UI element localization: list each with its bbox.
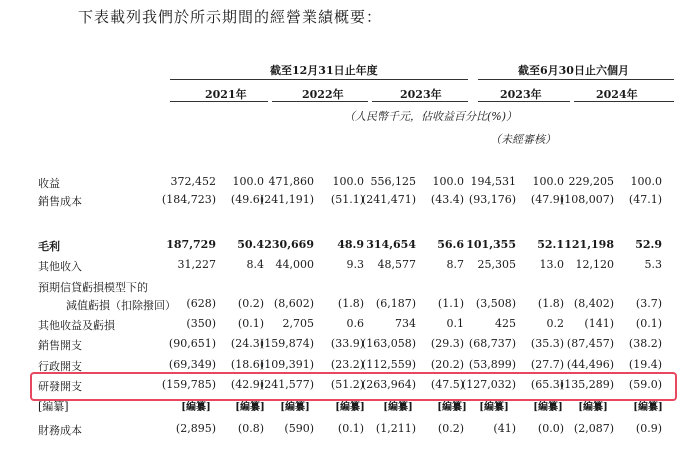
amount-cell: (241,191) bbox=[259, 193, 314, 206]
amount-cell: 194,531 bbox=[470, 175, 516, 188]
amount-cell: (127,032) bbox=[461, 378, 516, 391]
percent-cell: (0.2) bbox=[237, 297, 264, 310]
percent-cell: (23.2) bbox=[330, 358, 364, 371]
group-rule-year bbox=[170, 79, 468, 80]
percent-cell: (47.5) bbox=[430, 378, 464, 391]
amount-cell: (590) bbox=[284, 422, 314, 435]
group-header-six-months: 截至6月30日止六個月 bbox=[518, 64, 629, 77]
row-label: 其他收益及虧損 bbox=[38, 319, 115, 332]
row-label: [編纂] bbox=[38, 400, 69, 413]
row-label: 毛利 bbox=[38, 240, 60, 253]
year-header-2022: 2022年 bbox=[302, 88, 344, 101]
percent-cell: 52.9 bbox=[635, 238, 662, 251]
amount-cell: (1,211) bbox=[375, 422, 416, 435]
amount-cell: 425 bbox=[495, 317, 516, 330]
amount-cell: (44,496) bbox=[566, 358, 614, 371]
percent-cell: 100.0 bbox=[432, 175, 464, 188]
amount-cell: (628) bbox=[186, 297, 216, 310]
amount-cell: (159,785) bbox=[161, 378, 216, 391]
amount-cell: (2,895) bbox=[175, 422, 216, 435]
amount-cell: 121,198 bbox=[564, 238, 614, 251]
amount-cell: (141) bbox=[584, 317, 614, 330]
units-note: （人民幣千元，佔收益百分比(%)） bbox=[344, 110, 518, 123]
amount-cell: 372,452 bbox=[170, 175, 216, 188]
amount-cell: (41) bbox=[493, 422, 516, 435]
percent-cell: (20.2) bbox=[430, 358, 464, 371]
redacted-cell: [編纂] bbox=[578, 402, 608, 413]
percent-cell: (0.9) bbox=[635, 422, 662, 435]
percent-cell: (24.3) bbox=[230, 337, 264, 350]
percent-cell: (0.2) bbox=[437, 422, 464, 435]
percent-cell: (43.4) bbox=[430, 193, 464, 206]
percent-cell: (19.4) bbox=[628, 358, 662, 371]
amount-cell: (112,559) bbox=[361, 358, 416, 371]
percent-cell: 8.7 bbox=[446, 258, 464, 271]
percent-cell: (0.1) bbox=[635, 317, 662, 330]
percent-cell: 8.4 bbox=[246, 258, 264, 271]
amount-cell: 101,355 bbox=[466, 238, 516, 251]
percent-cell: (51.2) bbox=[330, 378, 364, 391]
amount-cell: 25,305 bbox=[477, 258, 516, 271]
percent-cell: 100.0 bbox=[532, 175, 564, 188]
amount-cell: (2,087) bbox=[573, 422, 614, 435]
year-header-2023: 2023年 bbox=[400, 88, 442, 101]
redacted-cell: [編纂] bbox=[479, 402, 509, 413]
amount-cell: (159,874) bbox=[259, 337, 314, 350]
amount-cell: (87,457) bbox=[566, 337, 614, 350]
amount-cell: (184,723) bbox=[161, 193, 216, 206]
percent-cell: (29.3) bbox=[430, 337, 464, 350]
percent-cell: (35.3) bbox=[530, 337, 564, 350]
redacted-cell: [編纂] bbox=[383, 402, 413, 413]
percent-cell: 100.0 bbox=[630, 175, 662, 188]
amount-cell: (3,508) bbox=[475, 297, 516, 310]
row-label: 研發開支 bbox=[38, 380, 82, 393]
amount-cell: 471,860 bbox=[268, 175, 314, 188]
redacted-cell: [編纂] bbox=[533, 402, 563, 413]
redacted-cell: [編纂] bbox=[235, 402, 265, 413]
percent-cell: (1.1) bbox=[437, 297, 464, 310]
amount-cell: (350) bbox=[186, 317, 216, 330]
row-label: 銷售開支 bbox=[38, 339, 82, 352]
percent-cell: (27.7) bbox=[530, 358, 564, 371]
percent-cell: 0.2 bbox=[546, 317, 564, 330]
percent-cell: 48.9 bbox=[337, 238, 364, 251]
percent-cell: (49.6) bbox=[230, 193, 264, 206]
amount-cell: 314,654 bbox=[366, 238, 416, 251]
row-label: 減值虧損（扣除撥回） bbox=[66, 299, 176, 312]
amount-cell: 187,729 bbox=[166, 238, 216, 251]
redacted-cell: [編纂] bbox=[335, 402, 365, 413]
percent-cell: (0.1) bbox=[237, 317, 264, 330]
percent-cell: (0.0) bbox=[537, 422, 564, 435]
percent-cell: 9.3 bbox=[346, 258, 364, 271]
percent-cell: (33.9) bbox=[330, 337, 364, 350]
amount-cell: 12,120 bbox=[575, 258, 614, 271]
amount-cell: (109,391) bbox=[259, 358, 314, 371]
amount-cell: (8,402) bbox=[573, 297, 614, 310]
row-label: 預期信貸虧損模型下的 bbox=[38, 281, 148, 294]
percent-cell: 100.0 bbox=[332, 175, 364, 188]
amount-cell: 230,669 bbox=[264, 238, 314, 251]
amount-cell: 229,205 bbox=[568, 175, 614, 188]
amount-cell: 48,577 bbox=[377, 258, 416, 271]
year-header-2024-h1: 2024年 bbox=[596, 88, 638, 101]
percent-cell: (65.3) bbox=[530, 378, 564, 391]
percent-cell: (42.9) bbox=[230, 378, 264, 391]
percent-cell: (38.2) bbox=[628, 337, 662, 350]
percent-cell: 100.0 bbox=[232, 175, 264, 188]
percent-cell: (47.1) bbox=[628, 193, 662, 206]
amount-cell: (53,899) bbox=[468, 358, 516, 371]
redacted-cell: [編纂] bbox=[437, 402, 467, 413]
redacted-cell: [編纂] bbox=[181, 402, 211, 413]
row-label: 銷售成本 bbox=[38, 195, 82, 208]
percent-cell: 52.1 bbox=[537, 238, 564, 251]
amount-cell: 2,705 bbox=[282, 317, 314, 330]
group-header-year: 截至12月31日止年度 bbox=[270, 64, 378, 77]
percent-cell: (47.9) bbox=[530, 193, 564, 206]
amount-cell: (93,176) bbox=[468, 193, 516, 206]
amount-cell: (6,187) bbox=[375, 297, 416, 310]
amount-cell: 44,000 bbox=[275, 258, 314, 271]
row-label: 財務成本 bbox=[38, 424, 82, 437]
percent-cell: (0.1) bbox=[337, 422, 364, 435]
amount-cell: (241,471) bbox=[361, 193, 416, 206]
percent-cell: 50.4 bbox=[237, 238, 264, 251]
percent-cell: (51.1) bbox=[330, 193, 364, 206]
unaudited-note: （未經審核） bbox=[490, 133, 556, 146]
amount-cell: 556,125 bbox=[370, 175, 416, 188]
redacted-cell: [編纂] bbox=[633, 402, 663, 413]
amount-cell: (68,737) bbox=[468, 337, 516, 350]
percent-cell: 56.6 bbox=[437, 238, 464, 251]
percent-cell: 0.1 bbox=[446, 317, 464, 330]
row-label: 其他收入 bbox=[38, 260, 82, 273]
amount-cell: (108,007) bbox=[559, 193, 614, 206]
percent-cell: (1.8) bbox=[337, 297, 364, 310]
percent-cell: (0.8) bbox=[237, 422, 264, 435]
amount-cell: 31,227 bbox=[177, 258, 216, 271]
redacted-cell: [編纂] bbox=[280, 402, 310, 413]
amount-cell: (8,602) bbox=[273, 297, 314, 310]
percent-cell: 13.0 bbox=[539, 258, 564, 271]
amount-cell: (90,651) bbox=[168, 337, 216, 350]
year-header-2023-h1: 2023年 bbox=[500, 88, 542, 101]
percent-cell: (1.8) bbox=[537, 297, 564, 310]
intro-text: 下表載列我們於所示期間的經營業績概要： bbox=[78, 8, 383, 26]
amount-cell: (263,964) bbox=[361, 378, 416, 391]
row-label: 行政開支 bbox=[38, 360, 82, 373]
percent-cell: 5.3 bbox=[644, 258, 662, 271]
group-rule-six-months bbox=[478, 79, 674, 80]
amount-cell: (241,577) bbox=[259, 378, 314, 391]
percent-cell: (59.0) bbox=[628, 378, 662, 391]
percent-cell: 0.6 bbox=[346, 317, 364, 330]
percent-cell: (3.7) bbox=[635, 297, 662, 310]
amount-cell: (163,058) bbox=[361, 337, 416, 350]
percent-cell: (18.6) bbox=[230, 358, 264, 371]
row-label: 收益 bbox=[38, 177, 60, 190]
year-header-2021: 2021年 bbox=[205, 88, 247, 101]
amount-cell: 734 bbox=[395, 317, 416, 330]
amount-cell: (135,289) bbox=[559, 378, 614, 391]
amount-cell: (69,349) bbox=[168, 358, 216, 371]
